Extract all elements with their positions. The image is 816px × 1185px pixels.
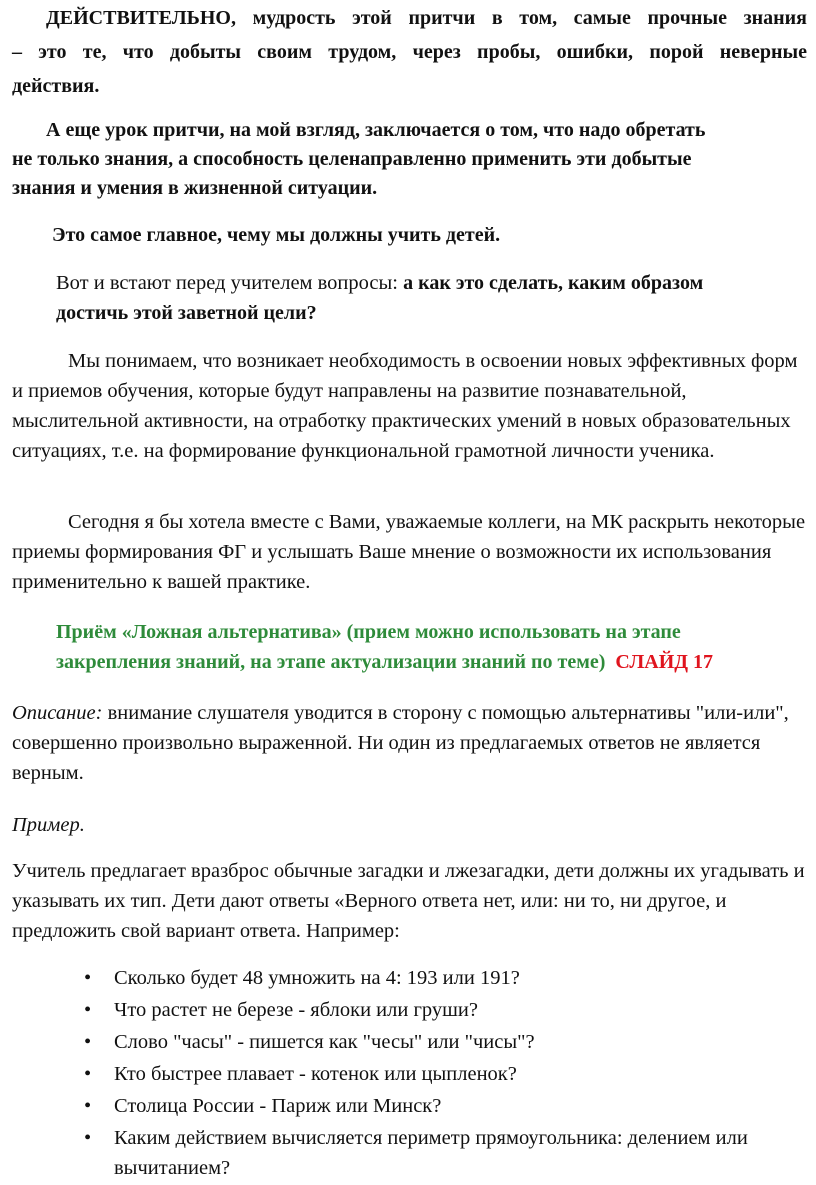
slide-number: СЛАЙД 17 [615, 651, 714, 673]
para-lesson-line2: не только знания, а способность целенаправленно применить эти добытые [12, 148, 692, 170]
list-item [84, 1123, 804, 1183]
technique-heading-line2 [56, 647, 806, 677]
question-text: Столица России - Париж или Минск? [114, 1095, 442, 1117]
para-wisdom-line3: действия. [12, 75, 100, 97]
para-main-point: Это самое главное, чему мы должны учить детей. [52, 224, 501, 246]
list-item [84, 1027, 804, 1057]
technique-heading-line2-text: закрепления знаний, на этапе актуализации знаний по теме) [56, 651, 606, 673]
question-text: Каким действием вычисляется периметр прямоугольника: делением или вычитанием? [114, 1127, 748, 1179]
question-text: Сколько будет 48 умножить на 4: 193 или 191? [114, 967, 520, 989]
bullet-icon: • [84, 1095, 92, 1117]
teacher-text: Учитель предлагает вразброс обычные загадки и лжезагадки, дети должны их угадывать и указывать их тип. Дети дают ответы «Верного ответа нет, или: ни то, ни другое, и предложить свой вариант ответа. Например: [12, 860, 805, 942]
para-today: Сегодня я бы хотела вместе с Вами, уважаемые коллеги, на МК раскрыть некоторые приемы формирования ФГ и услышать Ваше мнение о возможности их использования применительно к вашей практике. [12, 511, 806, 593]
para-questions-bold2: достичь этой заветной цели? [56, 302, 317, 324]
example-label: Пример. [12, 814, 85, 836]
list-item [84, 963, 804, 993]
question-text: Кто быстрее плавает - котенок или цыпленок? [114, 1063, 517, 1085]
para-questions-plain: Вот и встают перед учителем вопросы: [56, 272, 404, 294]
para-lesson-line1: А еще урок притчи, на мой взгляд, заключается о том, что надо обретать [46, 119, 706, 141]
para-questions [56, 268, 796, 328]
para-wisdom-line1: ДЕЙСТВИТЕЛЬНО, мудрость этой притчи в том, самые прочные знания [46, 7, 807, 29]
list-item [84, 995, 804, 1025]
para-lesson-line3: знания и умения в жизненной ситуации. [12, 177, 378, 199]
list-item [84, 1059, 804, 1089]
question-text: Что растет не березе - яблоки или груши? [114, 999, 478, 1021]
question-text: Слово "часы" - пишется как "чесы" или "чисы"? [114, 1031, 535, 1053]
question-list [84, 963, 804, 1185]
bullet-icon: • [84, 1031, 92, 1053]
description-label: Описание: [12, 702, 103, 724]
bullet-icon: • [84, 1063, 92, 1085]
para-understanding: Мы понимаем, что возникает необходимость в освоении новых эффективных форм и приемов обучения, которые будут направлены на развитие познавательной, мыслительной активности, на отработку практических умений в новых образовательных ситуациях, т.е. на формирование функциональной грамотной личности ученика. [12, 350, 798, 462]
bullet-icon: • [84, 999, 92, 1021]
description [12, 698, 807, 788]
para-questions-bold1: а как это сделать, каким образом [403, 272, 704, 294]
bullet-icon: • [84, 1127, 92, 1149]
technique-heading-line1: Приём «Ложная альтернатива» (прием можно использовать на этапе [56, 621, 681, 643]
bullet-icon: • [84, 967, 92, 989]
description-text: внимание слушателя уводится в сторону с помощью альтернативы "или-или", совершенно произвольно выраженной. Ни один из предлагаемых ответов не является верным. [12, 702, 789, 784]
para-wisdom-line2: – это те, что добыты своим трудом, через пробы, ошибки, порой неверные [12, 41, 807, 63]
list-item [84, 1091, 804, 1121]
